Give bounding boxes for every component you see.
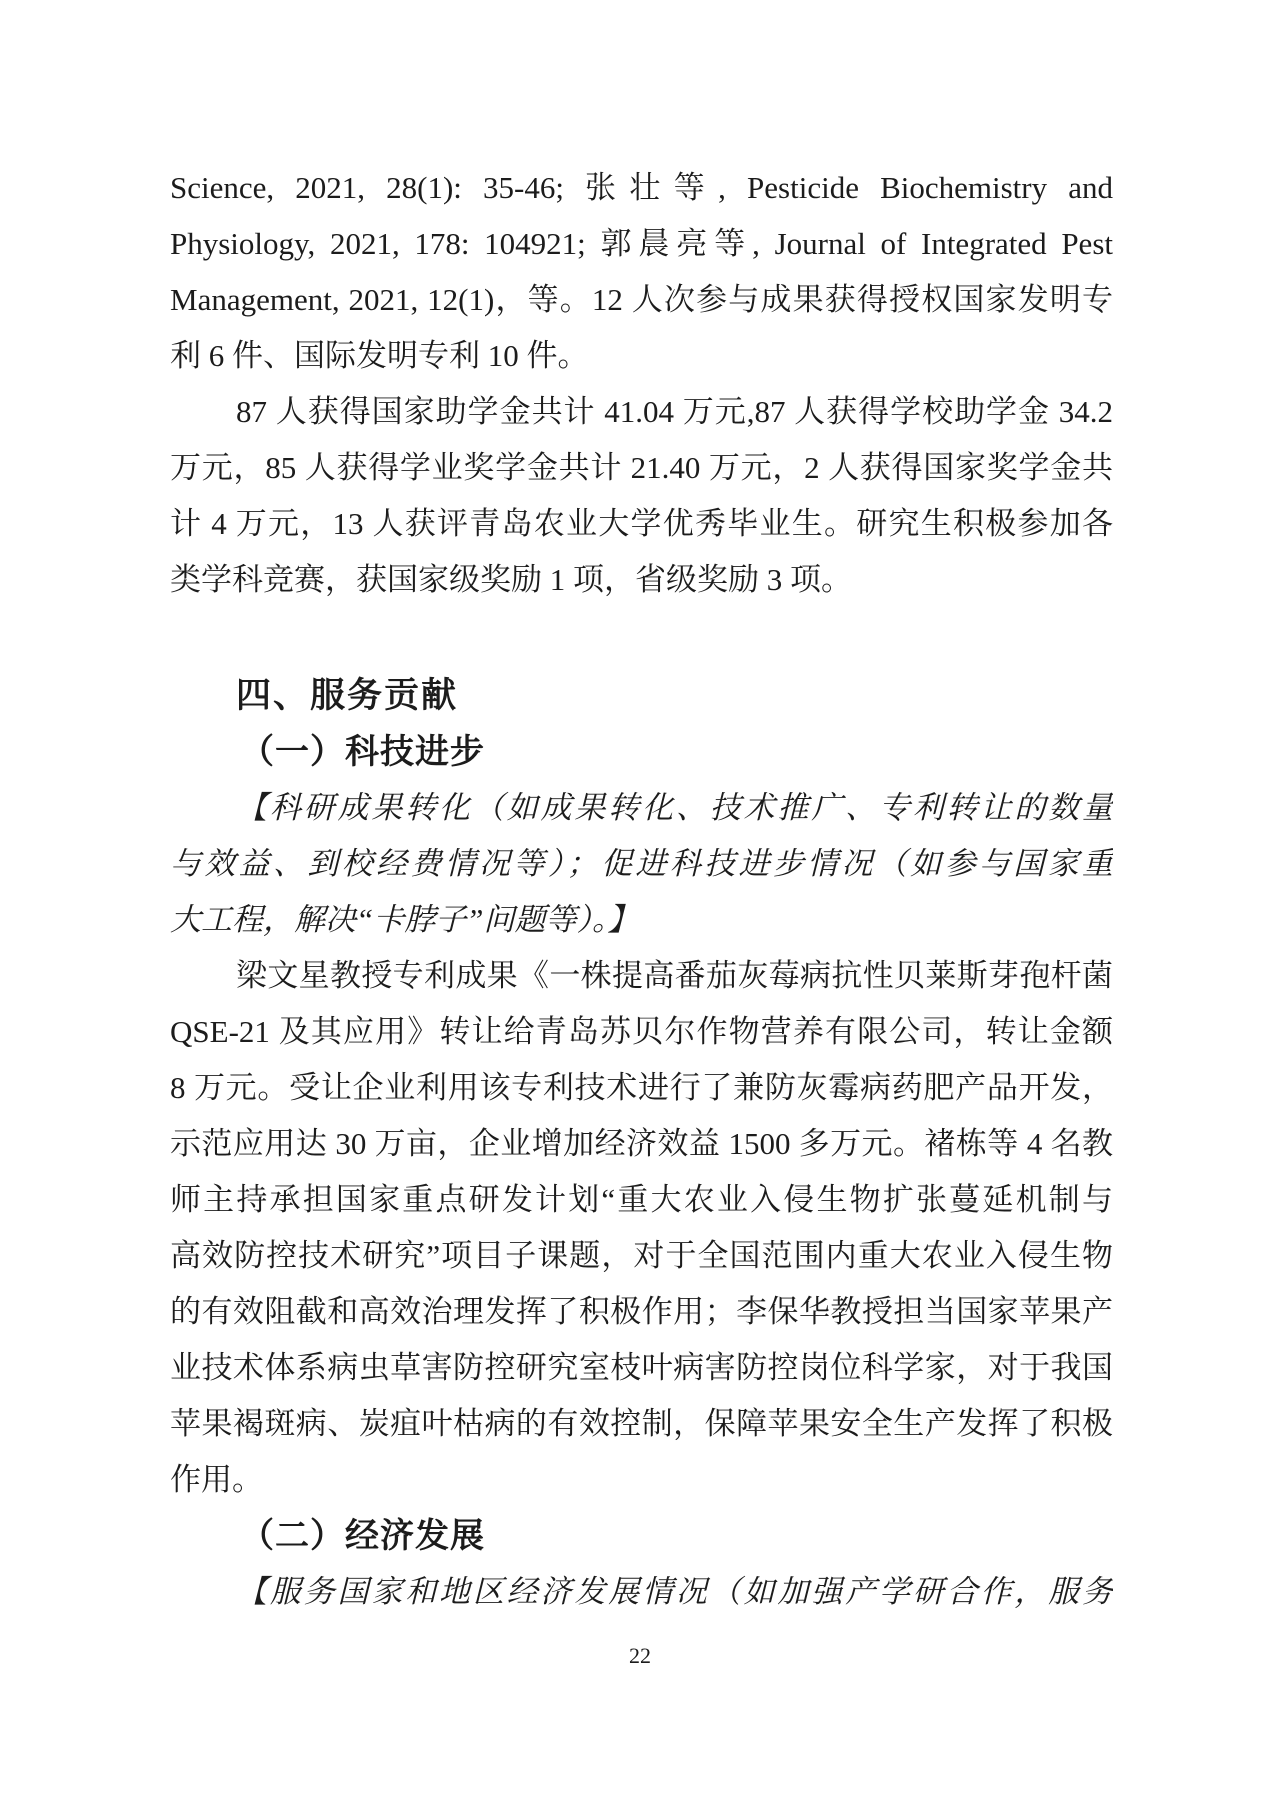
- text-line: Management, 2021, 12(1)，等。12 人次参与成果获得授权国家发明专: [170, 282, 1113, 317]
- section-heading: （二）经济发展: [240, 1517, 485, 1555]
- text-line: 作用。: [170, 1462, 263, 1497]
- text-line: 示范应用达 30 万亩，企业增加经济效益 1500 多万元。褚栋等 4 名教: [170, 1126, 1113, 1161]
- paragraph: [170, 948, 1113, 1508]
- section-heading: （一）科技进步: [240, 733, 485, 771]
- text-line: 与效益、到校经费情况等）；促进科技进步情况（如参与国家重: [170, 846, 1113, 881]
- text-line: 高效防控技术研究”项目子课题，对于全国范围内重大农业入侵生物: [170, 1238, 1113, 1273]
- text-line: 【服务国家和地区经济发展情况（如加强产学研合作，服务: [236, 1574, 1113, 1609]
- paragraph: [170, 384, 1113, 608]
- paragraph: [170, 160, 1113, 384]
- text-line: 87 人获得国家助学金共计 41.04 万元,87 人获得学校助学金 34.2: [236, 394, 1113, 429]
- text-line: 师主持承担国家重点研发计划“重大农业入侵生物扩张蔓延机制与: [170, 1182, 1113, 1217]
- text-line: Science, 2021, 28(1): 35-46; 张壮等, Pesticide Biochemistry and: [170, 170, 1113, 205]
- page-number: 22: [629, 1643, 651, 1668]
- text-line: 大工程，解决“卡脖子”问题等）。】: [170, 902, 639, 937]
- text-line: QSE-21 及其应用》转让给青岛苏贝尔作物营养有限公司，转让金额: [170, 1014, 1113, 1049]
- text-line: 8 万元。受让企业利用该专利技术进行了兼防灰霉病药肥产品开发，: [170, 1070, 1113, 1105]
- text-line: Physiology, 2021, 178: 104921; 郭晨亮等, Journal of Integrated Pest: [170, 226, 1113, 261]
- text-line: 苹果褐斑病、炭疽叶枯病的有效控制，保障苹果安全生产发挥了积极: [170, 1406, 1113, 1441]
- text-line: 的有效阻截和高效治理发挥了积极作用；李保华教授担当国家苹果产: [170, 1294, 1113, 1329]
- section-heading: 四、服务贡献: [236, 676, 459, 715]
- text-line: 梁文星教授专利成果《一株提高番茄灰莓病抗性贝莱斯芽孢杆菌: [236, 958, 1113, 993]
- text-line: 业技术体系病虫草害防控研究室枝叶病害防控岗位科学家，对于我国: [170, 1350, 1113, 1385]
- document-content: [170, 160, 1113, 1620]
- paragraph: [170, 1564, 1113, 1620]
- text-line: 万元，85 人获得学业奖学金共计 21.40 万元，2 人获得国家奖学金共: [170, 450, 1113, 485]
- text-line: 利 6 件、国际发明专利 10 件。: [170, 338, 589, 373]
- text-line: 【科研成果转化（如成果转化、技术推广、专利转让的数量: [236, 790, 1113, 825]
- text-line: 计 4 万元，13 人获评青岛农业大学优秀毕业生。研究生积极参加各: [170, 506, 1113, 541]
- paragraph: [170, 780, 1113, 948]
- text-line: 类学科竞赛，获国家级奖励 1 项，省级奖励 3 项。: [170, 562, 852, 597]
